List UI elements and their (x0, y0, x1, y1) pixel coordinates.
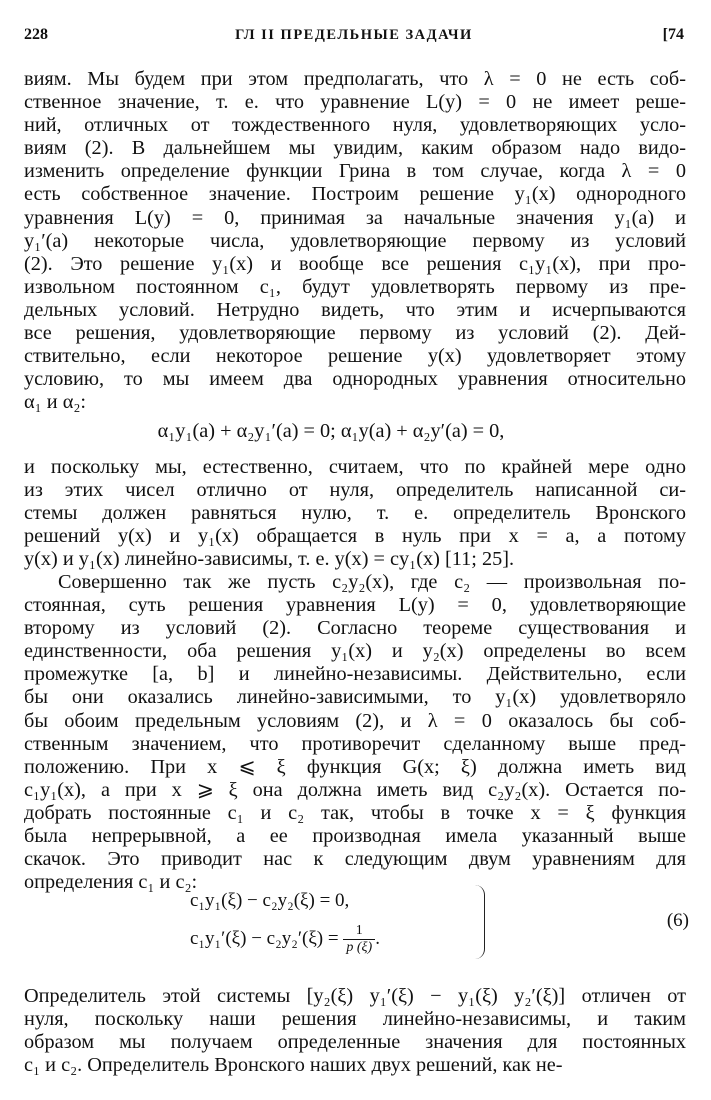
text-line: и поскольку мы, естественно, считаем, что по крайней мере одно (24, 456, 686, 478)
equation-1: c₁y₁(ξ) − c₂y₂(ξ) = 0, (190, 890, 350, 911)
paragraph-4 (24, 985, 686, 1077)
text-line: ственным значением, что противоречит сделанному выше пред- (24, 732, 686, 755)
fraction-numerator: 1 (343, 923, 375, 940)
text-line: Определитель этой системы [y₂(ξ) y₁′(ξ) − y₁(ξ) y₂′(ξ)] отличен от (24, 985, 686, 1007)
text-line: нуля, поскольку наши решения линейно-независимы, и таким (24, 1008, 686, 1031)
text-line: есть собственное значение. Построим решение y₁(x) однородного (24, 183, 686, 206)
text-line: дельных условий. Нетрудно видеть, что этим и исчерпываются (24, 298, 686, 321)
text-line: промежутке [a, b] и линейно-независимы. Действительно, если (24, 663, 686, 686)
text-line: y(x) и y₁(x) линейно-зависимы, т. е. y(x) = cy₁(x) [11; 25]. (24, 548, 515, 571)
text-line: добрать постоянные c₁ и c₂ так, чтобы в точке x = ξ функция (24, 801, 686, 824)
text-line: y₁′(a) некоторые числа, удовлетворяющие первому из условий (24, 229, 686, 252)
text-line: была непрерывной, а ее производная имела указанный выше (24, 825, 686, 848)
equation-number: (6) (666, 910, 689, 931)
text-line: образом мы получаем определенные значения для постоянных (24, 1031, 686, 1054)
text-line: стоянная, суть решения уравнения L(y) = 0, удовлетворяющие (24, 594, 686, 617)
text-line: α₁ и α₂: (24, 391, 87, 414)
formula-alpha-system: α₁y₁(a) + α₂y₁′(a) = 0; α₁y(a) + α₂y′(a) = 0, (157, 420, 505, 442)
equation-2-left: c₁y₁′(ξ) − c₂y₂′(ξ) = (190, 928, 339, 949)
running-title: ГЛ II ПРЕДЕЛЬНЫЕ ЗАДАЧИ (235, 27, 473, 43)
text-line: скачок. Это приводит нас к следующим двум уравнениям для (24, 848, 686, 871)
text-line: условию, то мы имеем два однородных уравнения относительно (24, 368, 686, 391)
text-line: ственное значение, т. е. что уравнение L(y) = 0 не имеет реше- (24, 91, 686, 114)
equation-system-6 (190, 882, 380, 958)
text-line: c₁y₁(x), а при x ⩾ ξ она должна иметь вид c₂y₂(x). Остается по- (24, 778, 686, 801)
text-line: бы обоим предельным условиям (2), и λ = 0 оказалось бы соб- (24, 709, 686, 732)
fraction (343, 923, 375, 956)
text-line: все решения, удовлетворяющие первому из условий (2). Дей- (24, 322, 686, 345)
text-line: из этих чисел отлично от нуля, определитель написанной си- (24, 479, 686, 502)
equation-2-end: . (375, 928, 380, 949)
text-line: Совершенно так же пусть c₂y₂(x), где c₂ — произвольная по- (58, 571, 686, 593)
fraction-denominator: p (ξ) (346, 940, 373, 956)
text-line: ний, отличных от тождественного нуля, удовлетворяющих усло- (24, 114, 686, 137)
equation-2 (190, 920, 380, 958)
paragraph-3 (24, 571, 686, 894)
text-line: бы они оказались линейно-зависимыми, то y₁(x) удовлетворяло (24, 686, 686, 709)
paragraph-1 (24, 68, 686, 414)
text-line: извольном постоянном c₁, будут удовлетворять первому из пре- (24, 275, 686, 298)
text-line: единственности, оба решения y₁(x) и y₂(x) определены во всем (24, 640, 686, 663)
text-line: c₁ и c₂. Определитель Вронского наших двух решений, как не- (24, 1054, 563, 1077)
text-line: решений y(x) и y₁(x) обращается в нуль при x = a, а потому (24, 525, 686, 548)
text-line: ствительно, если некоторое решение y(x) удовлетворяет этому (24, 345, 686, 368)
text-line: второму из условий (2). Согласно теореме существования и (24, 617, 686, 640)
text-line: положению. При x ⩽ ξ функция G(x; ξ) должна иметь вид (24, 755, 686, 778)
text-line: виям (2). В дальнейшем мы увидим, каким образом надо видо- (24, 137, 686, 160)
page-number: 228 (24, 26, 48, 43)
text-line: определения c₁ и c₂: (24, 871, 198, 894)
paragraph-2 (24, 456, 686, 571)
page-header (24, 26, 684, 50)
section-number: [74 (662, 26, 684, 43)
text-line: (2). Это решение y₁(x) и вообще все решения c₁y₁(x), при про- (24, 252, 686, 275)
text-line: виям. Мы будем при этом предполагать, что λ = 0 не есть соб- (24, 68, 686, 90)
text-line: стемы должен равняться нулю, т. е. определитель Вронского (24, 502, 686, 525)
text-line: изменить определение функции Грина в том случае, когда λ = 0 (24, 160, 686, 183)
text-line: уравнения L(y) = 0, принимая за начальные значения y₁(a) и (24, 206, 686, 229)
right-brace (470, 885, 485, 959)
